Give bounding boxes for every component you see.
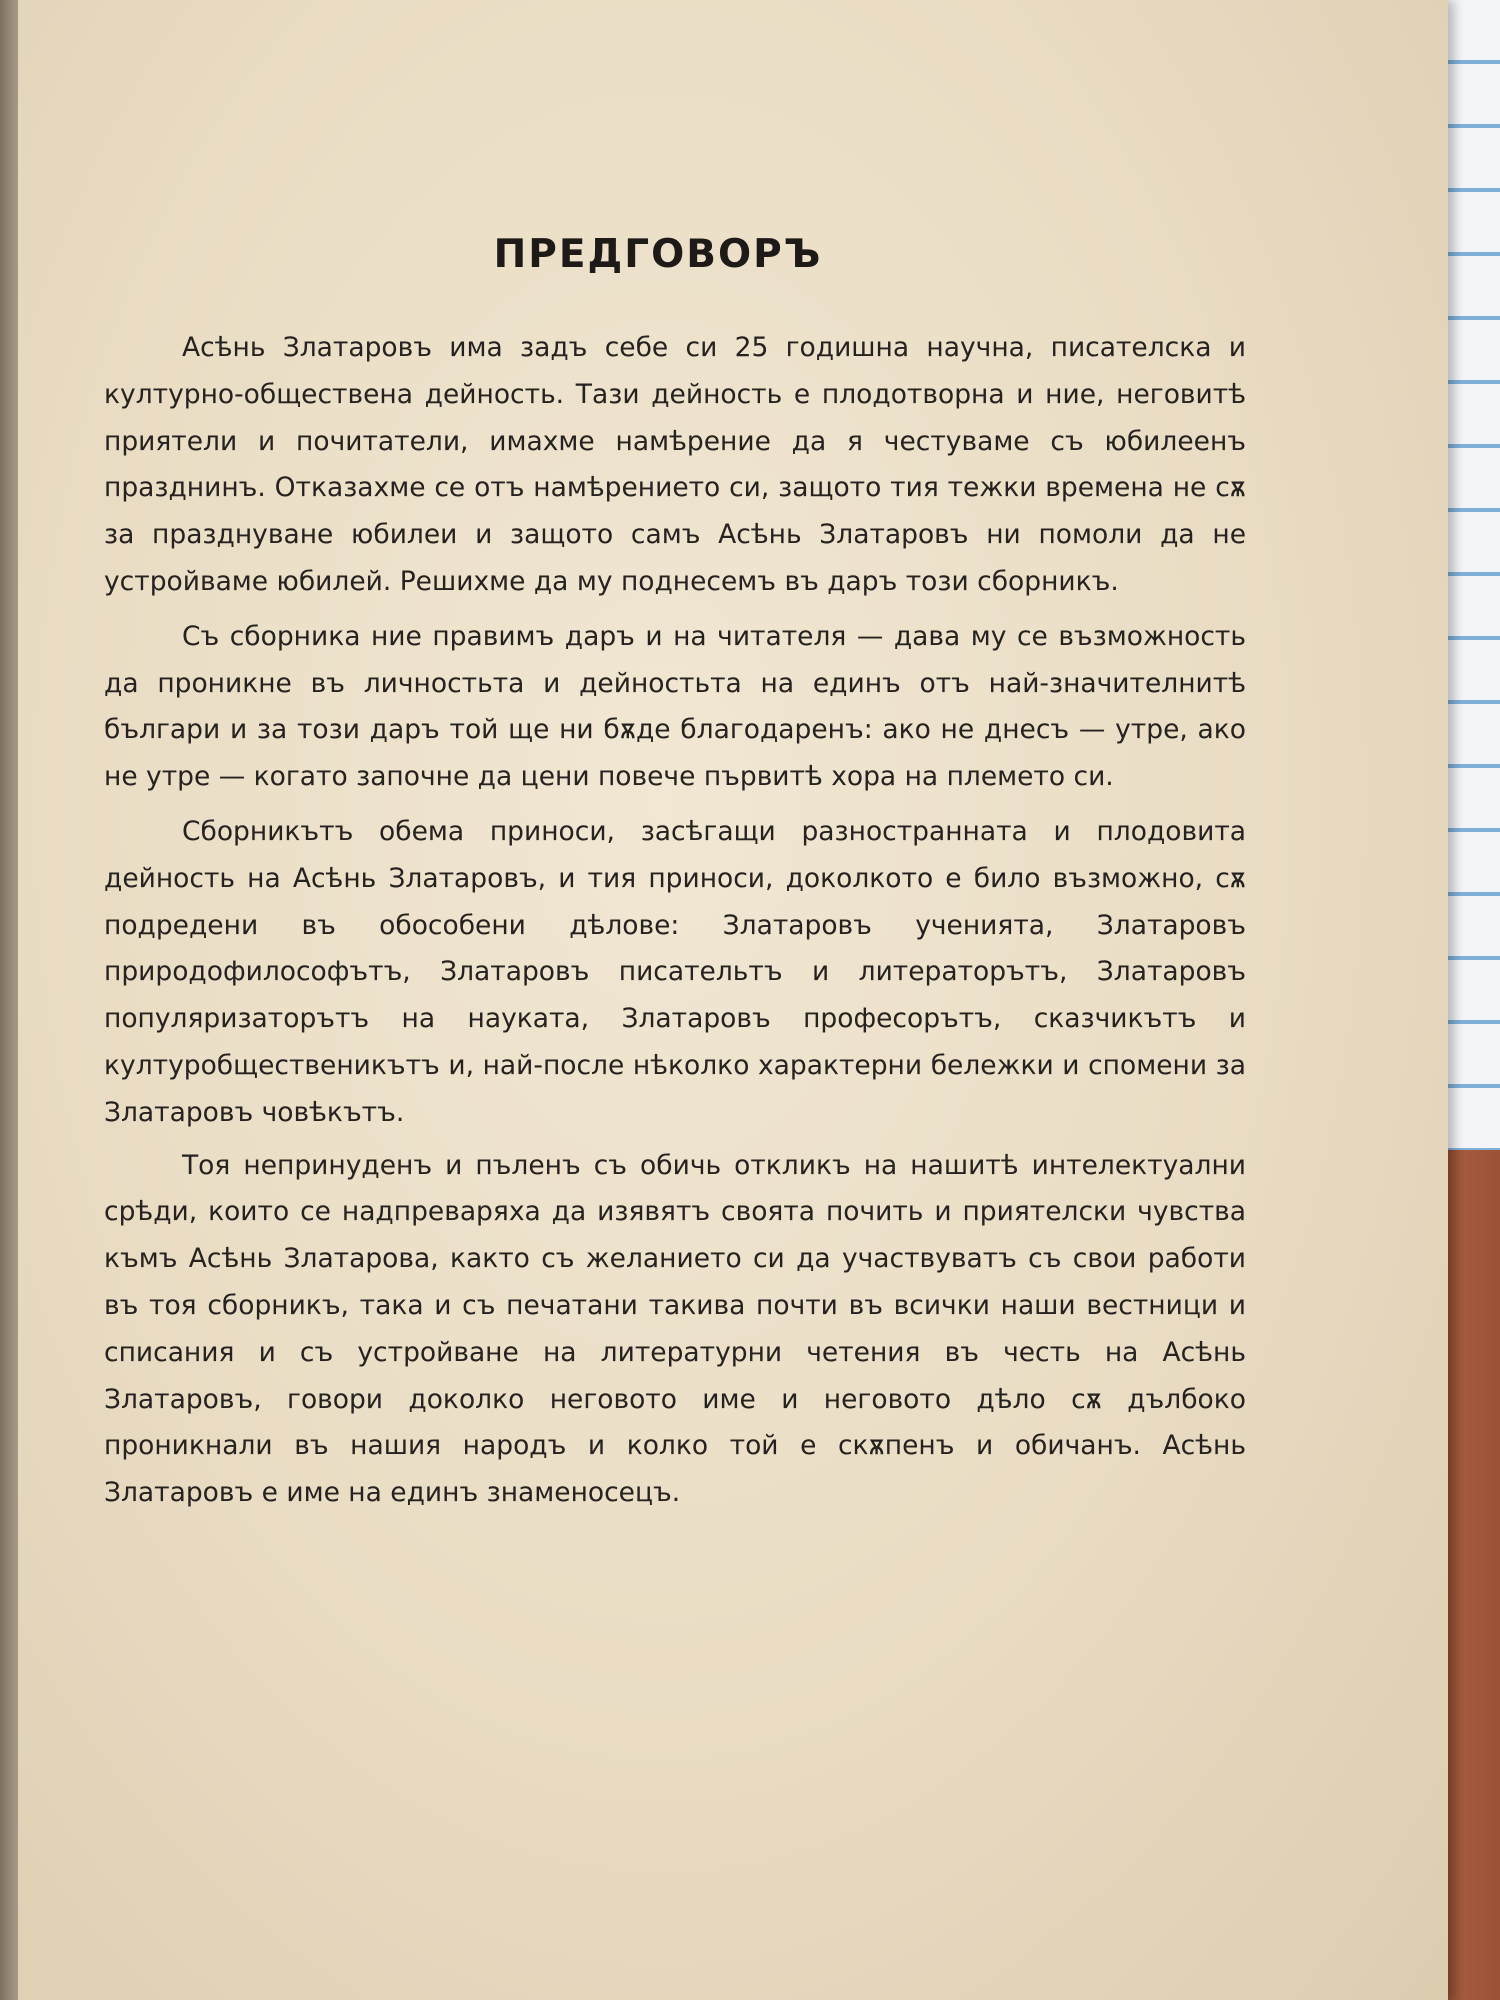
paragraph-4: Тоя непринуденъ и пъленъ съ обичь откликъ на нашитѣ интелектуални срѣди, които се надпреваряха да изявятъ своята почить и приятелски чувства къмъ Асѣнь Златарова, както съ желанието си да участвуватъ съ свои работи въ тоя сборникъ, така и съ печатани такива почти въ всички наши вестници и списания и съ устройване на литературни четения въ честь на Асѣнь Златаровъ, говори доколко неговото име и неговото дѣло сѫ дълбоко проникнали въ нашия народъ и колко той е скѫпенъ и обичанъ. Асѣнь Златаровъ е име на единъ знаменосецъ. [104, 1149, 1246, 1509]
paragraph-2: Съ сборника ние правимъ даръ и на читателя — дава му се възможность да проникне въ личностьта и дейностьта на единъ отъ най-значителнитѣ българи и за този даръ той ще ни бѫде благодаренъ: ако не днесъ — утре, ако не утре — когато започне да цени повече първитѣ хора на племето си. [104, 620, 1246, 793]
paragraph-3: Сборникътъ обема приноси, засѣгащи разностранната и плодовита дейность на Асѣнь Златаровъ, и тия приноси, доколкото е било възможно, сѫ подредени въ обособени дѣлове: Златаровъ ученията, Златаровъ природофилософътъ, Златаровъ писательтъ и литераторътъ, Златаровъ популяризаторътъ на науката, Златаровъ професорътъ, сказчикътъ и културобщественикътъ и, най-после нѣколко характерни бележки и спомени за Златаровъ човѣкътъ. [104, 815, 1246, 1128]
book-cover-edge [1440, 1150, 1500, 2000]
book-page [18, 0, 1448, 2000]
paragraph-1: Асѣнь Златаровъ има задъ себе си 25 годишна научна, писателска и културно-обществена дейность. Тази дейность е плодотворна и ние, неговитѣ приятели и почитатели, имахме намѣрение да я честуваме съ юбилеенъ празднинъ. Отказахме се отъ намѣрението си, защото тия тежки времена не сѫ за празднуване юбилеи и защото самъ Асѣнь Златаровъ ни помоли да не устройваме юбилей. Решихме да му поднесемъ въ даръ този сборникъ. [104, 332, 1246, 597]
preface-text [104, 325, 1246, 1525]
page-title: ПРЕДГОВОРЪ [493, 232, 823, 277]
